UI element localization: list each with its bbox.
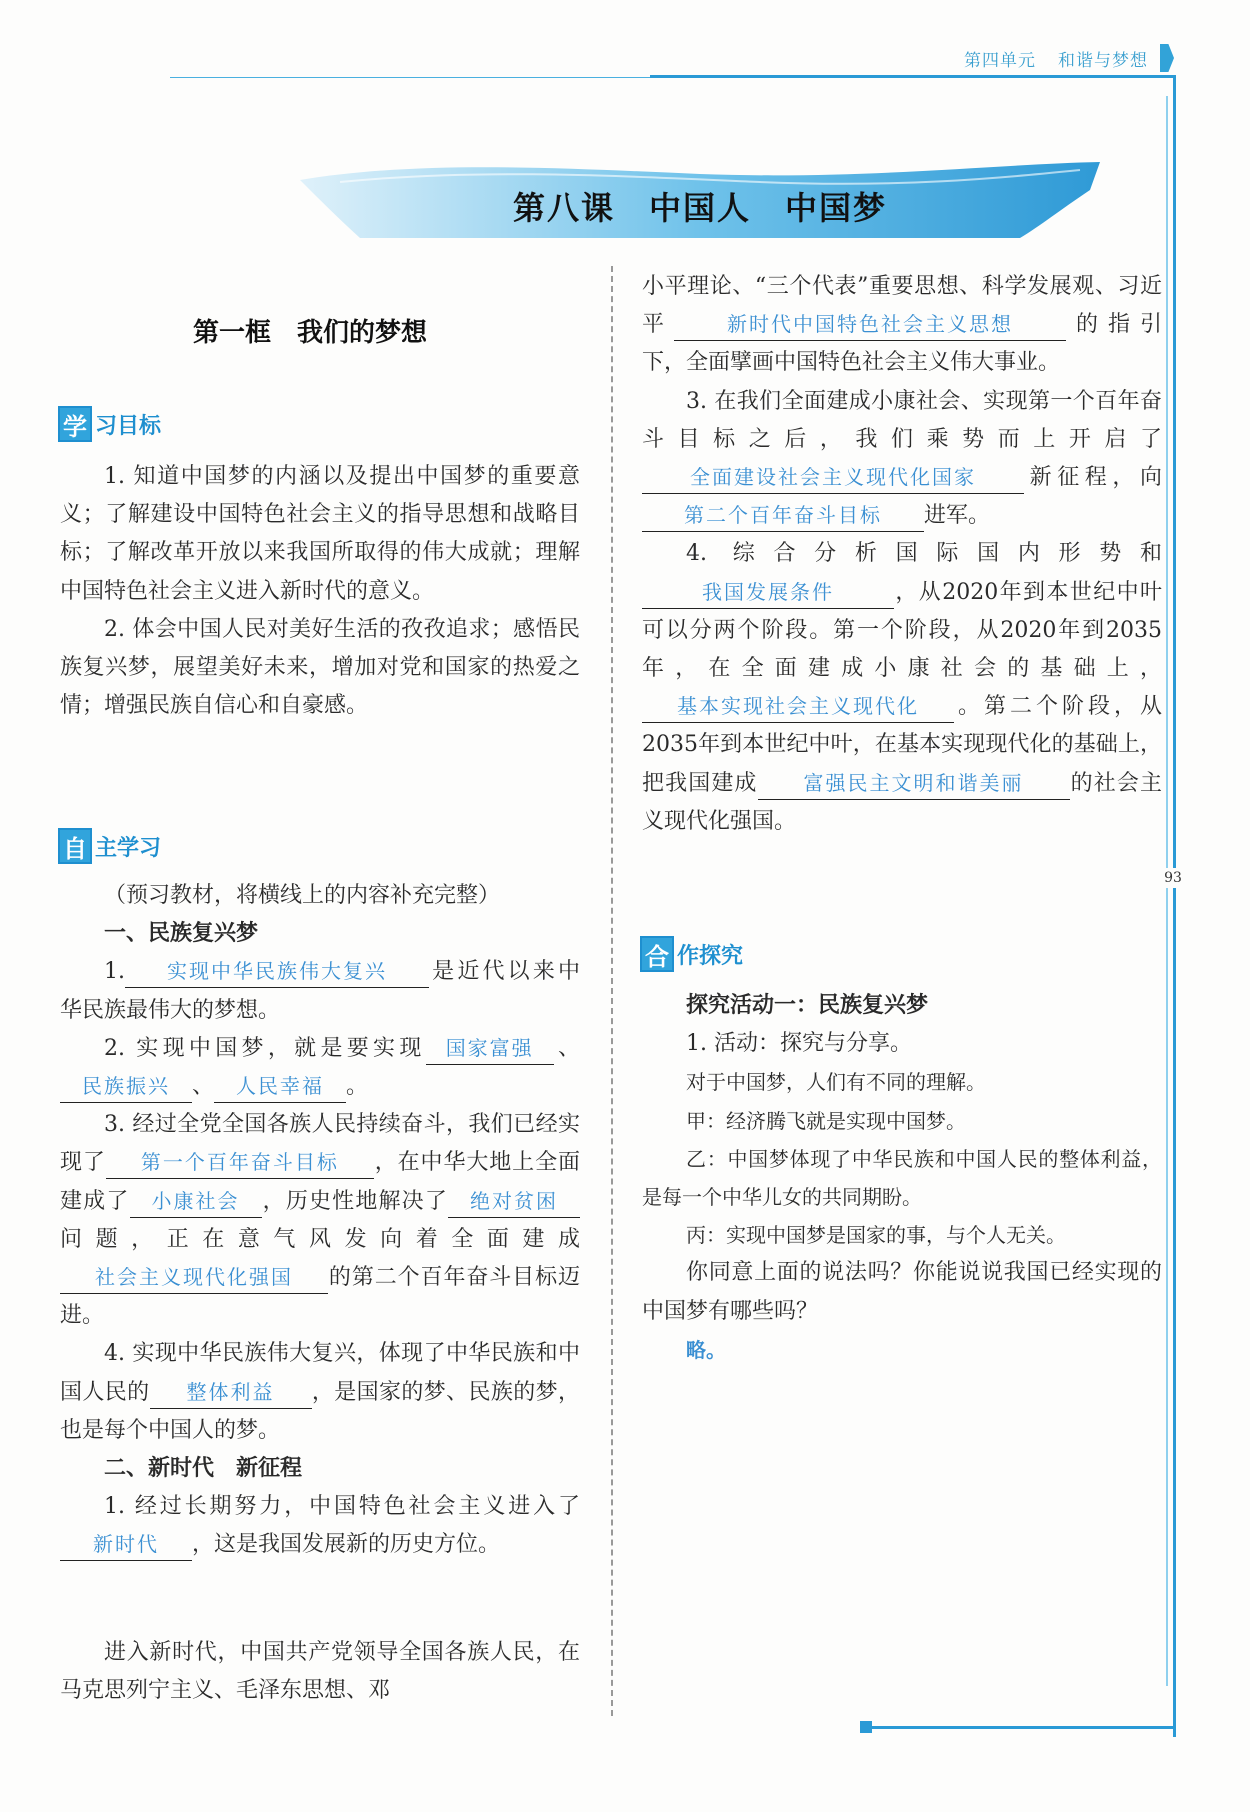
answer-blank: 绝对贫困 xyxy=(448,1186,580,1218)
right-inner-border xyxy=(1166,96,1168,1686)
opinion-yi: 乙：中国梦体现了中华民族和中国人民的整体利益，是每一个中华儿女的共同期盼。 xyxy=(642,1146,1162,1210)
question: 你同意上面的说法吗？你能说说我国已经实现的中国梦有哪些吗？ xyxy=(642,1260,1162,1324)
section-head-text: 作探究 xyxy=(677,943,744,969)
answer-blank: 富强民主文明和谐美丽 xyxy=(758,768,1070,800)
running-head xyxy=(964,46,1148,71)
section-icon-box: 合 xyxy=(640,936,674,972)
intro-line: 对于中国梦，人们有不同的理解。 xyxy=(686,1070,986,1095)
coop-text xyxy=(642,987,1162,1370)
top-rule-thick xyxy=(650,75,1176,78)
answer-blank: 新时代 xyxy=(60,1529,192,1561)
answer-blank: 民族振兴 xyxy=(60,1071,192,1103)
answer-line: 略。 xyxy=(686,1337,726,1362)
section-icon-box: 自 xyxy=(58,828,92,864)
self-study-text xyxy=(60,877,580,1565)
item-2-2-left: 进入新时代，中国共产党领导全国各族人民，在马克思列宁主义、毛泽东思想、邓 xyxy=(60,1640,580,1704)
item-1-2: 2. 实现中国梦，就是要实现 国家富强 、民族振兴 、 人民幸福 。 xyxy=(60,1030,580,1106)
answer-blank: 全面建设社会主义现代化国家 xyxy=(642,462,1024,494)
goal-item-1: 1. 知道中国梦的内涵以及提出中国梦的重要意义；了解建设中国特色社会主义的指导思想和战略目标；了解改革开放以来我国所取得的伟大成就；理解中国特色社会主义进入新时代的意义。 xyxy=(60,464,580,604)
opinion-jia: 甲：经济腾飞就是实现中国梦。 xyxy=(686,1108,966,1133)
right-border xyxy=(1173,75,1176,1737)
item-2-2-right: 小平理论、“三个代表”重要思想、科学发展观、习近平 新时代中国特色社会主义思想 的指引下，全面擘画中国特色社会主义伟大事业。 xyxy=(642,274,1162,376)
item-2-4: 4. 综合分析国际国内形势和我国发展条件 ，从2020年到本世纪中叶可以分两个阶段。第一个阶段，从2020年到2035年，在全面建成小康社会的基础上，基本实现社会主义现代化 。第二个阶段，从2035年到本世纪中叶，在基本实现现代化的基础上，把我国建成 富强民主文明和谐美丽 的社会主义现代化强国。 xyxy=(642,541,1162,834)
item-1-3: 3. 经过全党全国各族人民持续奋斗，我们已经实现了 第一个百年奋斗目标 ，在中华大地上全面建成了 小康社会 ，历史性地解决了 绝对贫困问题，正在意气风发向着全面建成社会主义现代化强国 的第二个百年奋斗目标迈进。 xyxy=(60,1112,580,1329)
goals-text xyxy=(60,458,580,725)
unit-label: 第四单元 xyxy=(964,51,1036,71)
section-head-text: 主学习 xyxy=(95,835,162,861)
section-head-self-study xyxy=(58,828,161,864)
item-1-4: 4. 实现中华民族伟大复兴，体现了中华民族和中国人民的 整体利益 ，是国家的梦、民族的梦，也是每个中国人的梦。 xyxy=(60,1341,580,1443)
item-1-1: 1. 实现中华民族伟大复兴 是近代以来中华民族最伟大的梦想。 xyxy=(60,953,580,1029)
right-column-text xyxy=(642,268,1162,841)
lesson-title: 第八课 中国人 中国梦 xyxy=(512,189,887,227)
activity-step: 1. 活动：探究与分享。 xyxy=(686,1031,912,1057)
answer-blank: 人民幸福 xyxy=(214,1071,346,1103)
answer-blank: 第一个百年奋斗目标 xyxy=(106,1147,374,1179)
part2-title: 二、新时代 新征程 xyxy=(104,1456,303,1482)
section-icon-box: 学 xyxy=(58,406,92,442)
top-rule-thin xyxy=(170,77,650,78)
answer-blank: 实现中华民族伟大复兴 xyxy=(125,956,429,988)
bottom-rule xyxy=(870,1726,1176,1729)
answer-blank: 第二个百年奋斗目标 xyxy=(642,500,924,532)
answer-blank: 社会主义现代化强国 xyxy=(60,1262,328,1294)
frame-title: 第一框 我们的梦想 xyxy=(192,318,427,348)
column-divider xyxy=(611,266,613,1716)
item-2-3: 3. 在我们全面建成小康社会、实现第一个百年奋斗目标之后，我们乘势而上开启了全面建设社会主义现代化国家 新征程，向第二个百年奋斗目标 进军。 xyxy=(642,383,1162,536)
answer-blank: 国家富强 xyxy=(426,1033,554,1065)
item-2-1: 1. 经过长期努力，中国特色社会主义进入了新时代 ，这是我国发展新的历史方位。 xyxy=(60,1488,580,1564)
section-head-goals xyxy=(58,406,161,442)
section-head-coop xyxy=(640,936,743,972)
section-head-text: 习目标 xyxy=(95,413,162,439)
answer-blank: 我国发展条件 xyxy=(642,577,894,609)
opinion-bing: 丙：实现中国梦是国家的事，与个人无关。 xyxy=(686,1223,1066,1248)
answer-blank: 基本实现社会主义现代化 xyxy=(642,691,954,723)
answer-blank: 新时代中国特色社会主义思想 xyxy=(674,309,1066,341)
activity-title: 探究活动一：民族复兴梦 xyxy=(686,993,929,1018)
unit-title: 和谐与梦想 xyxy=(1058,51,1148,71)
instruction: （预习教材，将横线上的内容补充完整） xyxy=(104,883,501,908)
goal-item-2: 2. 体会中国人民对美好生活的孜孜追求；感悟民族复兴梦，展望美好未来，增加对党和国家的热爱之情；增强民族自信心和自豪感。 xyxy=(60,616,580,719)
part1-title: 一、民族复兴梦 xyxy=(104,921,259,947)
answer-blank: 整体利益 xyxy=(150,1377,312,1409)
page-number: 93 xyxy=(1158,868,1188,888)
header-tab-marker xyxy=(1160,44,1174,72)
answer-blank: 小康社会 xyxy=(130,1186,262,1218)
